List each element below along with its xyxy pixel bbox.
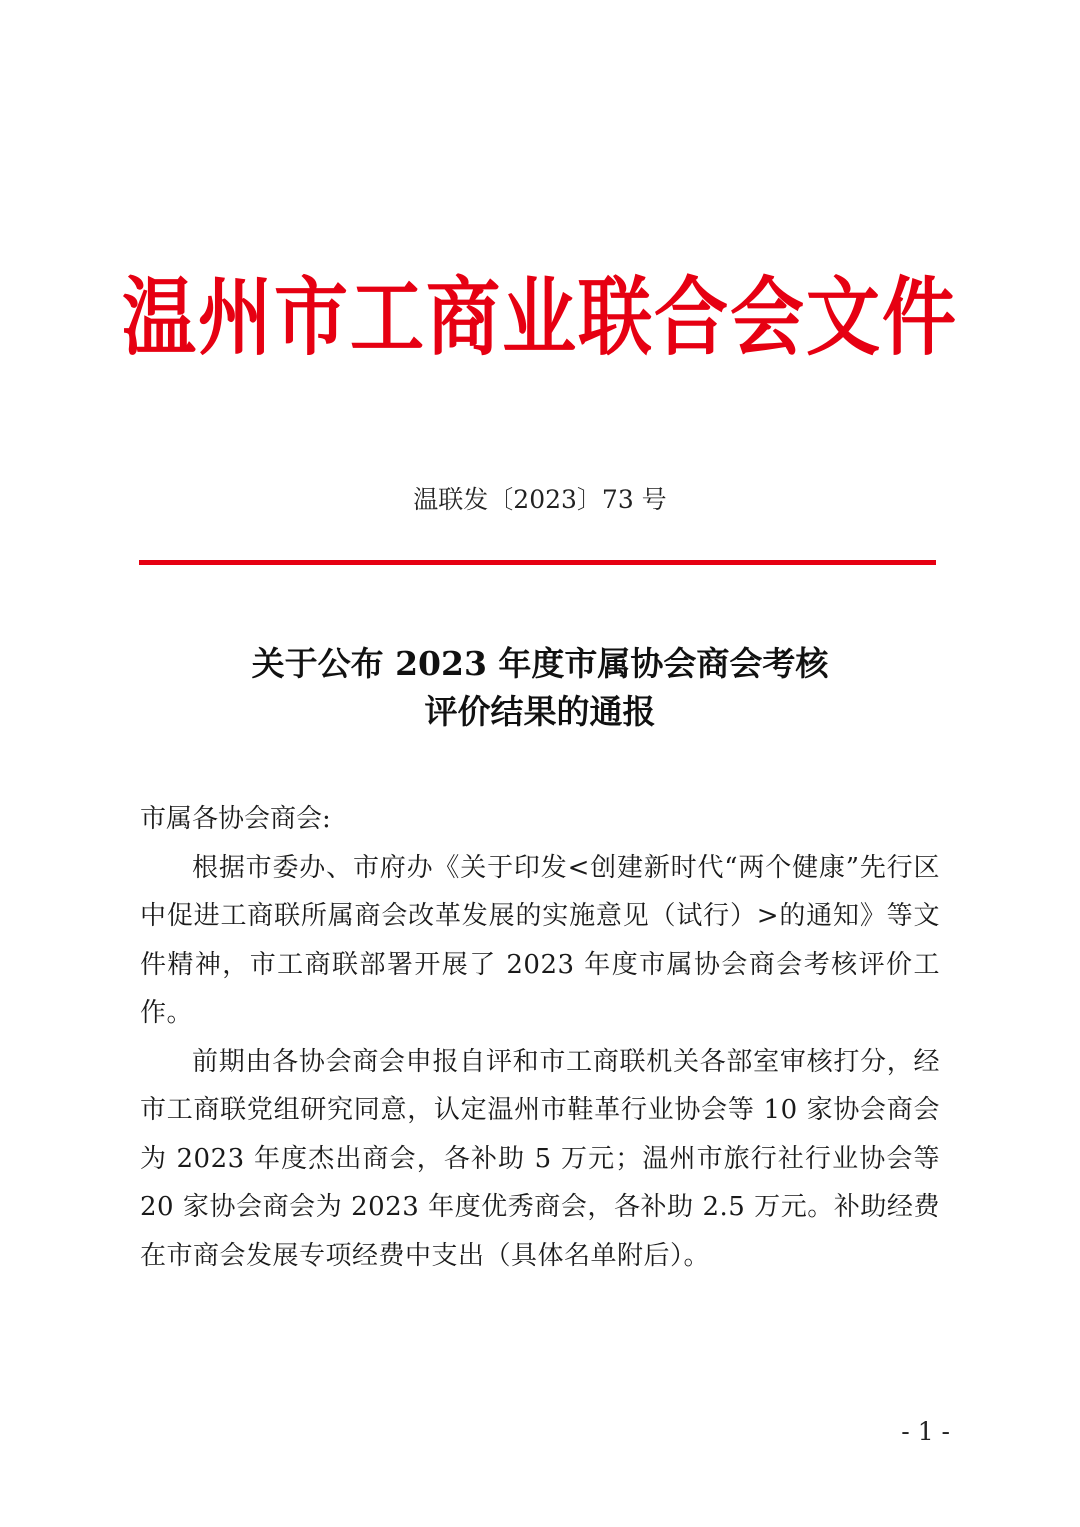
body-paragraph-2: 前期由各协会商会申报自评和市工商联机关各部室审核打分，经市工商联党组研究同意，认定温州市鞋革行业协会等 10 家协会商会为 2023 年度杰出商会，各补助 5 万元；温州市旅行社行业协会等 20 家协会商会为 2023 年度优秀商会，各补助 2.5 万元。补助经费在市商会发展专项经费中支出（具体名单附后）。 [140,1046,940,1271]
salutation: 市属各协会商会: [140,804,331,834]
document-masthead: 温州市工商业联合会文件 [122,268,958,368]
document-body [140,795,940,1280]
title-line-2: 评价结果的通报 [424,692,656,731]
document-number: 温联发〔2023〕73 号 [413,485,667,514]
document-title [0,640,1080,736]
page-number: - 1 - [901,1417,950,1446]
red-divider-line [139,560,936,565]
body-paragraph-1: 根据市委办、市府办《关于印发<创建新时代“两个健康”先行区中促进工商联所属商会改革发展的实施意见（试行）>的通知》等文件精神，市工商联部署开展了 2023 年度市属协会商会考核评价工作。 [140,852,940,1028]
title-line-1: 关于公布 2023 年度市属协会商会考核 [251,644,829,683]
